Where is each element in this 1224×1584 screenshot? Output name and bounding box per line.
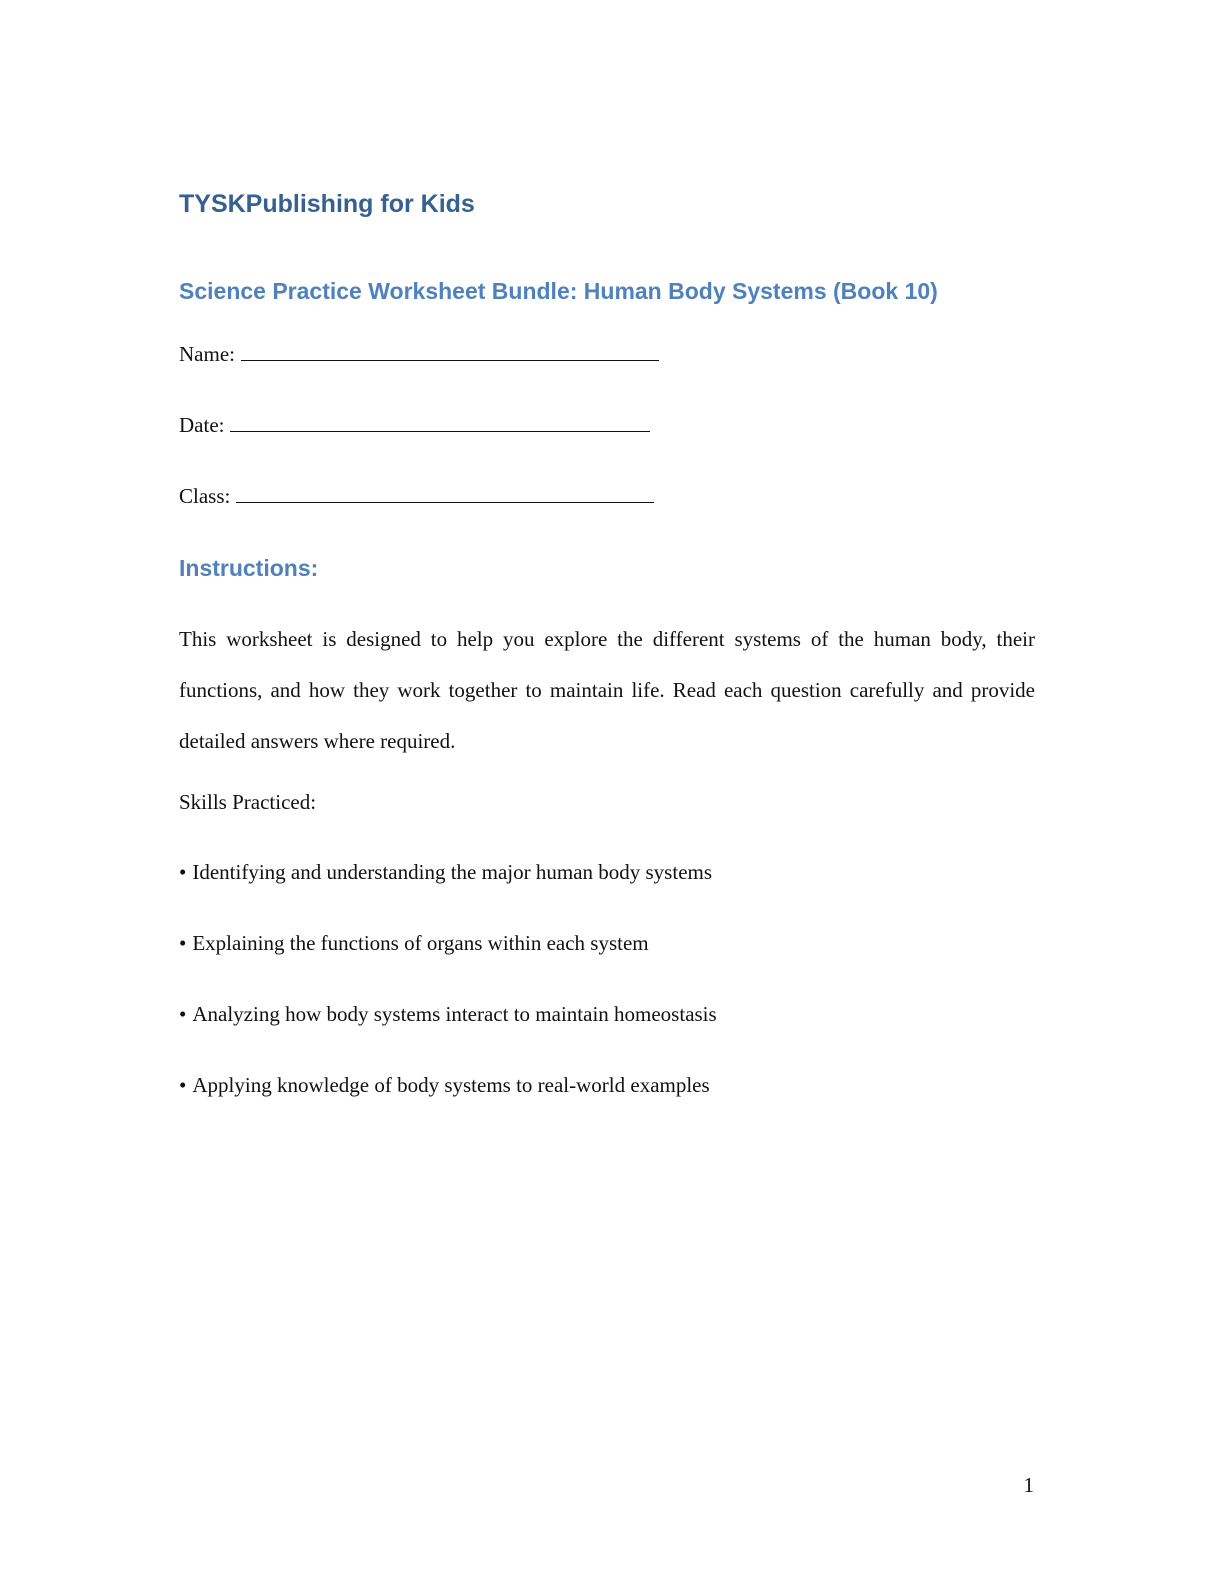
date-field [179,413,650,438]
instructions-heading: Instructions: [179,555,319,581]
skill-item-text: Applying knowledge of body systems to real-world examples [192,1073,710,1097]
instructions-paragraph: This worksheet is designed to help you explore the different systems of the human body, their functions, and how they work together to maintain life. Read each question carefully and provide detailed answers where required. [179,627,1035,753]
name-label: Name: [179,342,235,366]
skill-item [179,1073,717,1144]
name-blank-line [241,342,659,361]
skill-item [179,1002,717,1073]
document-title: Science Practice Worksheet Bundle: Human Body Systems (Book 10) [179,278,938,304]
bullet-icon: • [179,931,187,955]
skill-item-text: Explaining the functions of organs within each system [192,931,649,955]
skills-practiced-label: Skills Practiced: [179,790,317,814]
class-blank-line [236,484,654,503]
class-field [179,484,654,509]
date-blank-line [230,413,650,432]
skill-item-text: Analyzing how body systems interact to maintain homeostasis [192,1002,717,1026]
bullet-icon: • [179,1073,187,1097]
skill-item-text: Identifying and understanding the major human body systems [192,860,713,884]
date-label: Date: [179,413,225,437]
skill-item [179,931,717,1002]
skills-list [179,860,717,1144]
page-number: 1 [1023,1473,1034,1497]
class-label: Class: [179,484,231,508]
skill-item [179,860,717,931]
bullet-icon: • [179,860,187,884]
publisher-name: TYSKPublishing for Kids [179,190,475,218]
bullet-icon: • [179,1002,187,1026]
name-field [179,342,659,367]
